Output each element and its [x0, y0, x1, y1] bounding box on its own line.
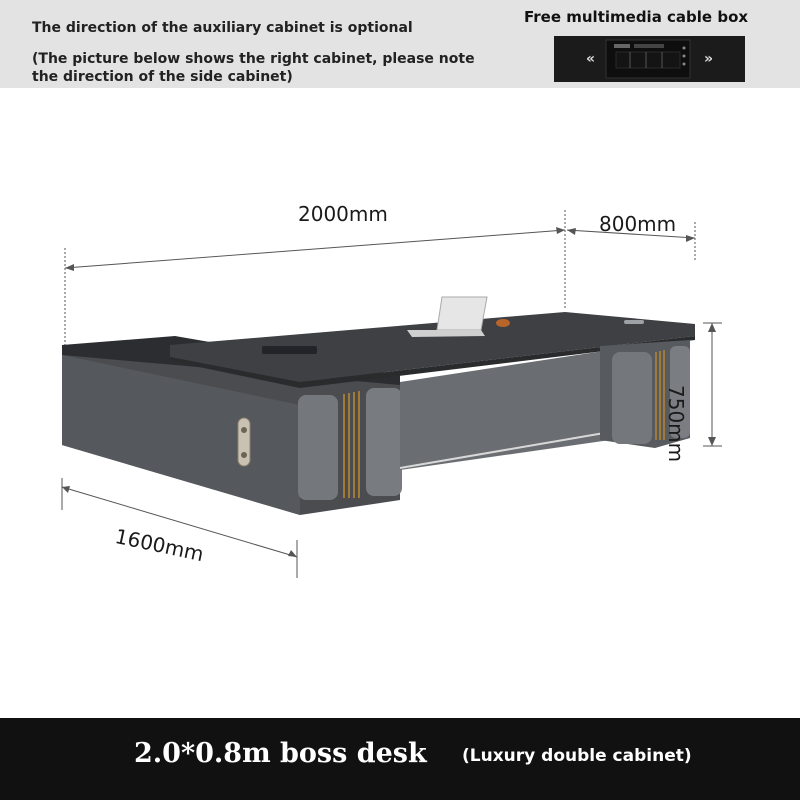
cable-box-title: Free multimedia cable box [524, 8, 749, 26]
dimension-height: 750mm [664, 385, 688, 463]
footer-banner [0, 718, 800, 800]
cable-box-image [554, 36, 745, 82]
cable-port [262, 346, 317, 354]
chevron-left-icon: « [586, 51, 596, 67]
dimension-side-length: 1600mm [113, 524, 206, 567]
dimension-depth: 800mm [599, 212, 677, 236]
direction-note: The direction of the auxiliary cabinet is optional [32, 20, 413, 36]
product-title: 2.0*0.8m boss desk [134, 738, 427, 769]
dimension-length: 2000mm [298, 202, 388, 226]
header-banner [0, 0, 800, 88]
cabinet-note: (The picture below shows the right cabinet, please note the direction of the side cabinet) [32, 51, 475, 85]
lock-icon [238, 418, 250, 466]
chevron-right-icon: » [704, 51, 714, 67]
laptop [437, 297, 487, 330]
product-subtitle: (Luxury double cabinet) [462, 746, 692, 766]
